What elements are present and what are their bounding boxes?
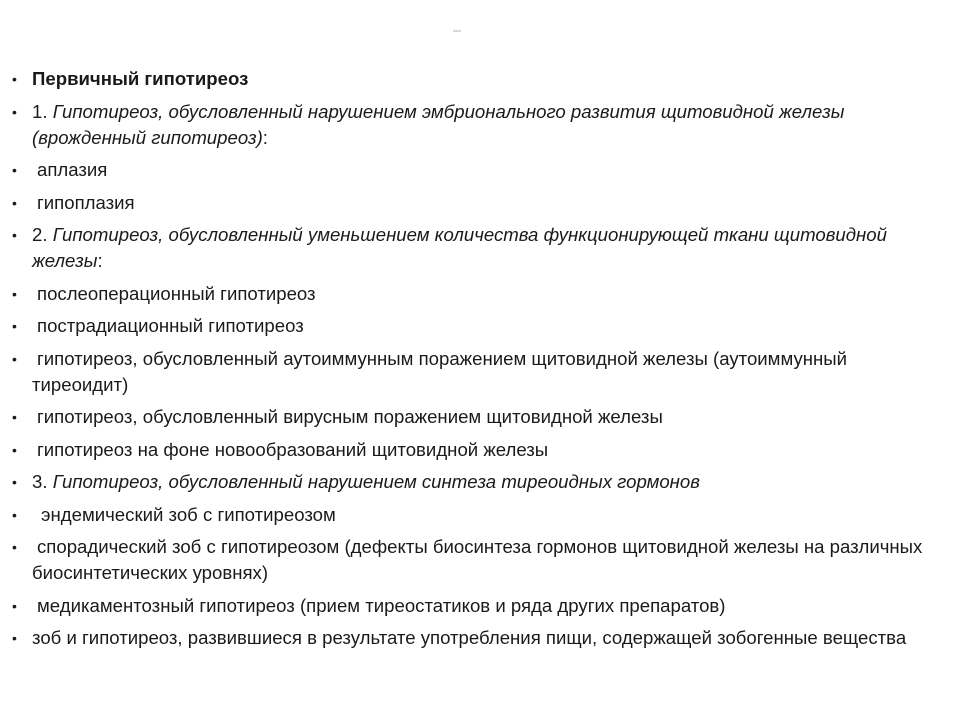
list-item [10,222,945,274]
item-text: пострадиационный гипотиреоз [37,315,304,336]
item-tail: : [97,250,103,271]
item-text: спорадический зоб с гипотиреозом (дефекты биосинтеза гормонов щитовидной железы на различных биосинтетических уровнях) [32,536,923,583]
list-item [10,313,945,339]
list-item [10,502,945,528]
bullet-dot-icon: • [12,103,17,120]
list-item [10,437,945,463]
item-italic-text: Гипотиреоз, обусловленный нарушением эмбрионального развития щитовидной железы (врожденный гипотиреоз) [32,100,845,148]
item-text: гипоплазия [37,191,135,213]
item-text: зоб и гипотиреоз, развившиеся в результате употребления пищи, содержащей зобогенные вещества [32,627,907,648]
item-text: аплазия [37,159,108,180]
bullet-dot-icon: • [12,474,17,490]
list-item-heading [10,66,945,92]
list-item [10,593,945,619]
item-text: эндемический зоб с гипотиреозом [41,503,336,525]
item-text: медикаментозный гипотиреоз (прием тиреостатиков и ряда других препаратов) [37,594,726,616]
list-item [10,534,945,586]
list-item [10,469,945,495]
list-item [10,625,945,651]
list-item [10,346,945,398]
list-item [10,190,945,216]
list-heading: Первичный гипотиреоз [32,68,249,89]
bullet-dot-icon: • [12,441,17,458]
bullet-dot-icon: • [12,630,17,646]
item-text: гипотиреоз, обусловленный аутоиммунным поражением щитовидной железы (аутоиммунный тиреоидит) [32,347,848,395]
bullet-dot-icon: • [12,71,17,87]
bullet-dot-icon: • [12,318,17,334]
item-italic-text: Гипотиреоз, обусловленный уменьшением количества функционирующей ткани щитовидной железы [32,224,887,271]
bullet-dot-icon: • [12,597,17,614]
list-item [10,99,945,151]
item-text: гипотиреоз на фоне новообразований щитовидной железы [37,438,549,460]
list-item [10,281,945,307]
bullet-dot-icon: • [12,539,17,555]
item-number: 2. [32,224,53,245]
list-item [10,157,945,183]
item-italic-text: Гипотиреоз, обусловленный нарушением синтеза тиреоидных гормонов [52,471,700,492]
bullet-dot-icon: • [12,350,17,367]
item-text: гипотиреоз, обусловленный вирусным поражением щитовидной железы [37,406,663,427]
bullet-dot-icon: • [12,506,17,523]
title-placeholder [453,30,461,32]
list-item [10,404,945,430]
bullet-dot-icon: • [12,227,17,243]
bullet-dot-icon: • [12,194,17,211]
bullet-dot-icon: • [12,409,17,425]
bullet-list [10,66,945,658]
item-text: послеоперационный гипотиреоз [37,282,316,304]
bullet-dot-icon: • [12,162,17,178]
item-number: 1. [32,100,53,122]
item-number: 3. [32,471,53,492]
item-tail: : [262,126,268,148]
bullet-dot-icon: • [12,285,17,302]
